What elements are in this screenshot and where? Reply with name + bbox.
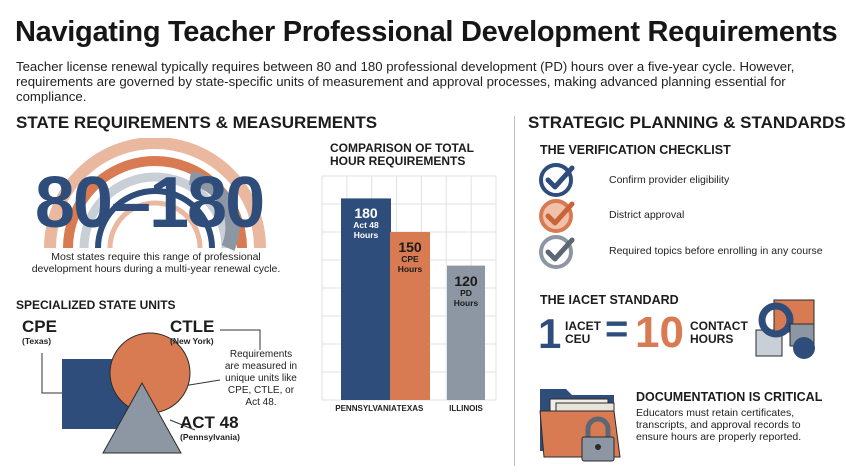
unit-act48-state: (Pennsylvania) [180,432,240,442]
x-axis-label: TEXAS [396,404,424,413]
checklist-heading: THE VERIFICATION CHECKLIST [540,143,731,157]
iacet-contact-label: CONTACT HOURS [690,319,748,346]
bar-unit: PD Hours [453,287,479,308]
right-section-heading: STRATEGIC PLANNING & STANDARDS [528,113,846,132]
x-axis-label: PENNSYLVANIA [335,404,397,413]
bar-value-label [447,274,485,308]
chart-title: COMPARISON OF TOTAL HOUR REQUIREMENTS [330,141,474,168]
unit-ctle-state: (New York) [170,336,214,346]
documentation-heading: DOCUMENTATION IS CRITICAL [636,390,823,404]
bar-unit: CPE Hours [397,254,423,274]
shapes-icon [754,298,820,364]
unit-act48-abbr: ACT 48 [180,413,239,432]
range-value: 80–180 [34,163,264,243]
checklist-item: Confirm provider eligibility [609,174,730,186]
checklist-item: Required topics before enrolling in any course [609,245,823,257]
iacet-ten-value: 10 [635,308,684,357]
checklist-item: District approval [609,209,685,221]
x-axis-label: ILLINOIS [449,404,483,413]
bar-value: 180 [354,205,378,222]
iacet-one-value: 1 [538,310,562,357]
iacet-equals: = [605,307,629,351]
column-divider [514,116,515,466]
bar-value: 150 [398,239,422,255]
checkmark-icon [538,234,578,270]
folder-lock-icon [536,379,626,463]
bar-value: 120 [454,272,478,289]
documentation-text: Educators must retain certificates, transcripts, and approval records to ensure hours are properly reported. [636,407,802,443]
bar-unit: Act 48 Hours [353,220,379,241]
checkmark-icon [538,198,578,234]
units-heading: SPECIALIZED STATE UNITS [16,298,176,312]
range-caption: Most states require this range of professional development hours during a multi-year renewal cycle. [31,251,281,275]
iacet-ceu-label: IACET CEU [565,319,601,346]
unit-act48 [180,414,240,442]
page-title: Navigating Teacher Professional Development Requirements [15,16,838,48]
unit-cpe-abbr: CPE [22,317,57,336]
unit-cpe [22,318,57,346]
units-note: Requirements are measured in unique units like CPE, CTLE, or Act 48. [224,349,298,408]
bar-value-label [390,240,430,274]
unit-cpe-state: (Texas) [22,336,52,346]
checkmark-icon [538,162,578,198]
left-section-heading: STATE REQUIREMENTS & MEASUREMENTS [16,113,378,132]
unit-ctle-abbr: CTLE [170,317,215,336]
bar-value-label [341,206,391,240]
iacet-heading: THE IACET STANDARD [540,293,679,307]
chart-label-layer [318,172,502,422]
intro-text: Teacher license renewal typically requires between 80 and 180 professional development (PD) hours over a five-year cycle. However, requirements are governed by state-specific units of measurement and approval processes, making advanced planning essential for compliance. [16,59,795,104]
unit-ctle [170,318,214,346]
